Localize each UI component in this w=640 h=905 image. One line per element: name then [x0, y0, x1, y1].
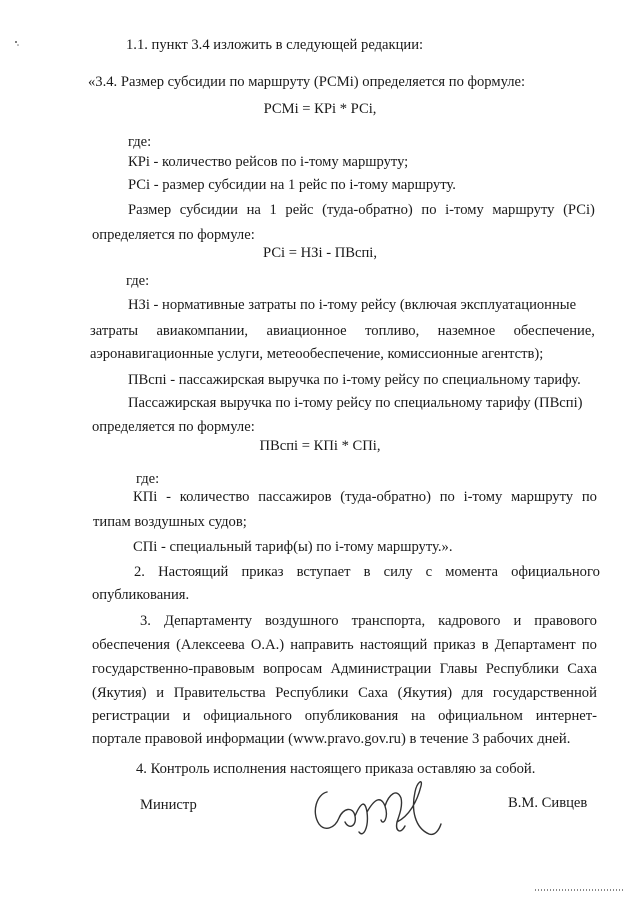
word: i-тому [463, 489, 503, 505]
formula-rsm: РСМi = КРi * РСi, [263, 101, 377, 117]
pv-intro-line-1: Пассажирская выручка по i-тому рейсу по специальному тарифу (ПВспi) [128, 395, 583, 411]
where-label-1: где: [128, 134, 152, 150]
word: авиакомпании, [156, 323, 249, 339]
word: кадрового [438, 613, 501, 629]
rsi-intro-line-1 [128, 201, 595, 219]
formula-pv: ПВспi = КПi * СПi, [259, 438, 381, 454]
word: в [363, 564, 371, 580]
word: топливо, [365, 323, 420, 339]
word: вопросам [262, 661, 323, 677]
item-1-1: 1.1. пункт 3.4 изложить в следующей редакции: [126, 37, 424, 53]
word: опубликования [304, 708, 399, 724]
item-3-line-6: портале правовой информации (www.pravo.gov.ru) в течение 3 рабочих дней. [92, 731, 571, 747]
word: Саха [567, 661, 597, 677]
word: по [421, 202, 437, 218]
rsi-definition: РСi - размер субсидии на 1 рейс по i-тому маршруту. [128, 177, 456, 193]
word: количество [179, 489, 250, 505]
word: субсидии [179, 202, 238, 218]
word: (Алексеева [176, 637, 245, 653]
word: государственной [492, 685, 597, 701]
word: (туда-обратно) [340, 489, 431, 505]
word: Правительства [173, 685, 266, 701]
pvspi-definition: ПВспi - пассажирская выручка по i-тому рейсу по специальному тарифу. [128, 372, 581, 388]
where-label-3: где: [136, 471, 160, 487]
word: по [581, 637, 597, 653]
word: пассажиров [258, 489, 332, 505]
word: вступает [296, 564, 351, 580]
word: государственно-правовым [92, 661, 255, 677]
word: и [513, 613, 522, 629]
spi-definition: СПi - специальный тариф(ы) по i-тому маршруту.». [133, 539, 453, 555]
minister-name: В.М. Сивцев [508, 795, 588, 811]
word: рейс [285, 202, 314, 218]
word: обеспечения [92, 637, 170, 653]
word: (РСi) [563, 202, 595, 218]
word: маршруту [492, 202, 555, 218]
signature-image [305, 772, 450, 844]
word: Саха [358, 685, 388, 701]
word: на [246, 202, 261, 218]
scan-artifact [535, 889, 625, 891]
word: О.А.) [250, 637, 285, 653]
word: Размер [128, 202, 172, 218]
word: (туда-обратно) [322, 202, 413, 218]
word: Настоящий [158, 564, 229, 580]
item-2-line-1 [134, 563, 600, 581]
word: авиационное [266, 323, 347, 339]
kpi-line-2: типам воздушных судов; [93, 514, 247, 530]
word: Администрации [330, 661, 432, 677]
formula-rsi: РСi = НЗi - ПВспi, [263, 245, 377, 261]
item-3-line-3 [92, 660, 597, 678]
word: правового [534, 613, 597, 629]
item-2-line-2: опубликования. [92, 587, 190, 603]
word: официального [511, 564, 600, 580]
word: момента [445, 564, 499, 580]
word: направить [290, 637, 354, 653]
item-3-line-2 [92, 636, 597, 654]
item-4: 4. Контроль исполнения настоящего приказа оставляю за собой. [136, 761, 536, 777]
pv-intro-line-2: определяется по формуле: [92, 419, 255, 435]
word: наземное [437, 323, 496, 339]
word: Главы [439, 661, 478, 677]
where-label-2: где: [126, 273, 150, 289]
word: официальном [438, 708, 523, 724]
word: официального [203, 708, 292, 724]
word: транспорта, [351, 613, 426, 629]
word: КПi [133, 489, 158, 505]
word: i-тому [445, 202, 484, 218]
word: 1 [269, 202, 277, 218]
word: по [439, 489, 455, 505]
word: маршруту [511, 489, 574, 505]
word: настоящий [359, 637, 428, 653]
word: 2. [134, 564, 145, 580]
scan-mark [14, 40, 20, 46]
word: Республики [485, 661, 559, 677]
item-3-line-4 [92, 684, 597, 702]
item-3-line-1 [140, 612, 597, 630]
word: Департамент [494, 637, 576, 653]
word: и [156, 685, 165, 701]
word: интернет- [535, 708, 597, 724]
word: 3. [140, 613, 151, 629]
word: и [182, 708, 191, 724]
rsi-intro-line-2: определяется по формуле: [92, 227, 255, 243]
item-3-4-heading: «3.4. Размер субсидии по маршруту (РСМi) определяется по формуле: [88, 74, 526, 90]
word: приказ [433, 637, 476, 653]
word: Департаменту [163, 613, 252, 629]
minister-title: Министр [140, 797, 197, 813]
item-3-line-5 [92, 707, 597, 725]
word: (Якутия) [92, 685, 147, 701]
word: по [581, 489, 597, 505]
nzi-line-1: НЗi - нормативные затраты по i-тому рейсу (включая эксплуатационные [128, 297, 577, 313]
word: обеспечение, [513, 323, 595, 339]
kri-definition: КРi - количество рейсов по i-тому маршруту; [128, 154, 409, 170]
word: приказ [241, 564, 284, 580]
word: затраты [90, 323, 138, 339]
word: регистрации [92, 708, 170, 724]
word: воздушного [265, 613, 339, 629]
word: силу [383, 564, 413, 580]
word: для [461, 685, 484, 701]
word: с [425, 564, 433, 580]
word: (Якутия) [397, 685, 453, 701]
nzi-line-3: аэронавигационные услуги, метеообеспечение, комиссионные агентств); [90, 346, 544, 362]
kpi-line-1 [133, 488, 597, 506]
nzi-line-2 [90, 322, 595, 340]
word: на [411, 708, 426, 724]
word: - [166, 489, 171, 505]
word: в [481, 637, 489, 653]
word: Республики [275, 685, 349, 701]
